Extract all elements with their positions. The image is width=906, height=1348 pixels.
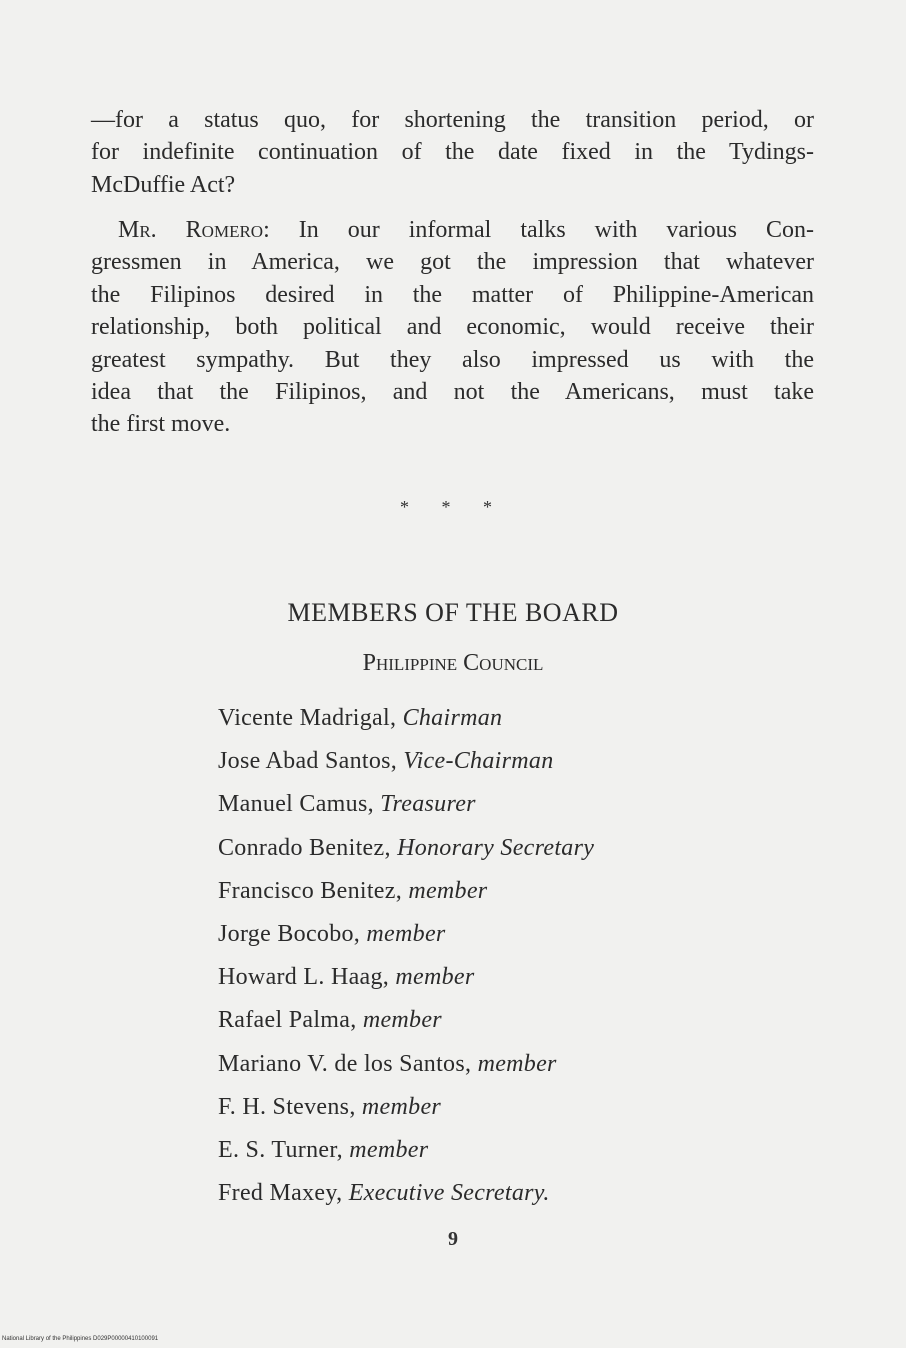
- answer-paragraph: [91, 214, 814, 441]
- member-name: Conrado Benitez,: [218, 834, 398, 861]
- member-name: Vicente Madrigal,: [218, 705, 403, 731]
- member-role: Vice-Chairman: [403, 748, 554, 775]
- member-entry: [218, 830, 594, 873]
- member-entry: [218, 916, 594, 959]
- section-separator: * * *: [400, 497, 506, 517]
- member-entry: [218, 1132, 594, 1175]
- member-name: Manuel Camus,: [218, 791, 381, 818]
- member-entry: [218, 743, 594, 786]
- member-role: member: [366, 920, 446, 947]
- member-role: member: [395, 964, 475, 991]
- text-line: relationship, both political and economic, would receive their: [91, 314, 814, 341]
- member-name: Fred Maxey,: [218, 1180, 349, 1207]
- member-role: Honorary Secretary: [397, 834, 595, 861]
- member-role: member: [362, 1007, 442, 1034]
- text-line: —for a status quo, for shortening the transition period, or: [91, 107, 814, 133]
- text-line: greatest sympathy. But they also impressed us with the: [91, 346, 814, 373]
- member-name: Jorge Bocobo,: [218, 920, 367, 947]
- member-entry: [218, 1089, 594, 1132]
- member-role: Chairman: [402, 705, 503, 731]
- library-credit: National Library of the Philippines D029P00000410100091: [2, 1336, 159, 1342]
- member-entry: [218, 1002, 594, 1045]
- member-entry: [218, 786, 594, 829]
- member-entry: [218, 873, 594, 916]
- text-line: for indefinite continuation of the date fixed in the Tydings-: [91, 139, 814, 166]
- text-line: idea that the Filipinos, and not the Americans, must take: [91, 379, 814, 406]
- council-subheading: Philippine Council: [362, 650, 544, 676]
- member-entry: [218, 959, 594, 1002]
- member-role: member: [408, 877, 488, 904]
- member-name: F. H. Stevens,: [218, 1093, 362, 1120]
- speaker-name: Mr. Romero: [118, 217, 264, 243]
- page-number: 9: [448, 1228, 458, 1250]
- text-line: the Filipinos desired in the matter of Philippine-American: [91, 281, 814, 308]
- members-list: [218, 700, 594, 1218]
- member-name: E. S. Turner,: [218, 1136, 350, 1163]
- text-line: the first move.: [91, 411, 231, 438]
- member-entry: [218, 1046, 594, 1089]
- member-name: Jose Abad Santos,: [218, 748, 404, 775]
- text-line: McDuffie Act?: [91, 171, 236, 198]
- member-role: Executive Secretary.: [348, 1180, 550, 1207]
- member-entry: [218, 700, 594, 743]
- member-role: member: [349, 1136, 429, 1163]
- member-name: Rafael Palma,: [218, 1007, 363, 1034]
- member-entry: [218, 1175, 594, 1218]
- text-line: gressmen in America, we got the impression that whatever: [91, 249, 814, 276]
- question-paragraph: [91, 104, 814, 201]
- board-heading: MEMBERS OF THE BOARD: [287, 598, 619, 627]
- member-name: Howard L. Haag,: [218, 964, 396, 991]
- speaker-text: : In our informal talks with various Con-: [263, 217, 814, 243]
- member-name: Mariano V. de los Santos,: [218, 1050, 478, 1077]
- text-line: [91, 214, 814, 246]
- member-role: member: [477, 1050, 557, 1077]
- member-name: Francisco Benitez,: [218, 877, 409, 904]
- member-role: member: [361, 1093, 442, 1120]
- member-role: Treasurer: [380, 791, 476, 818]
